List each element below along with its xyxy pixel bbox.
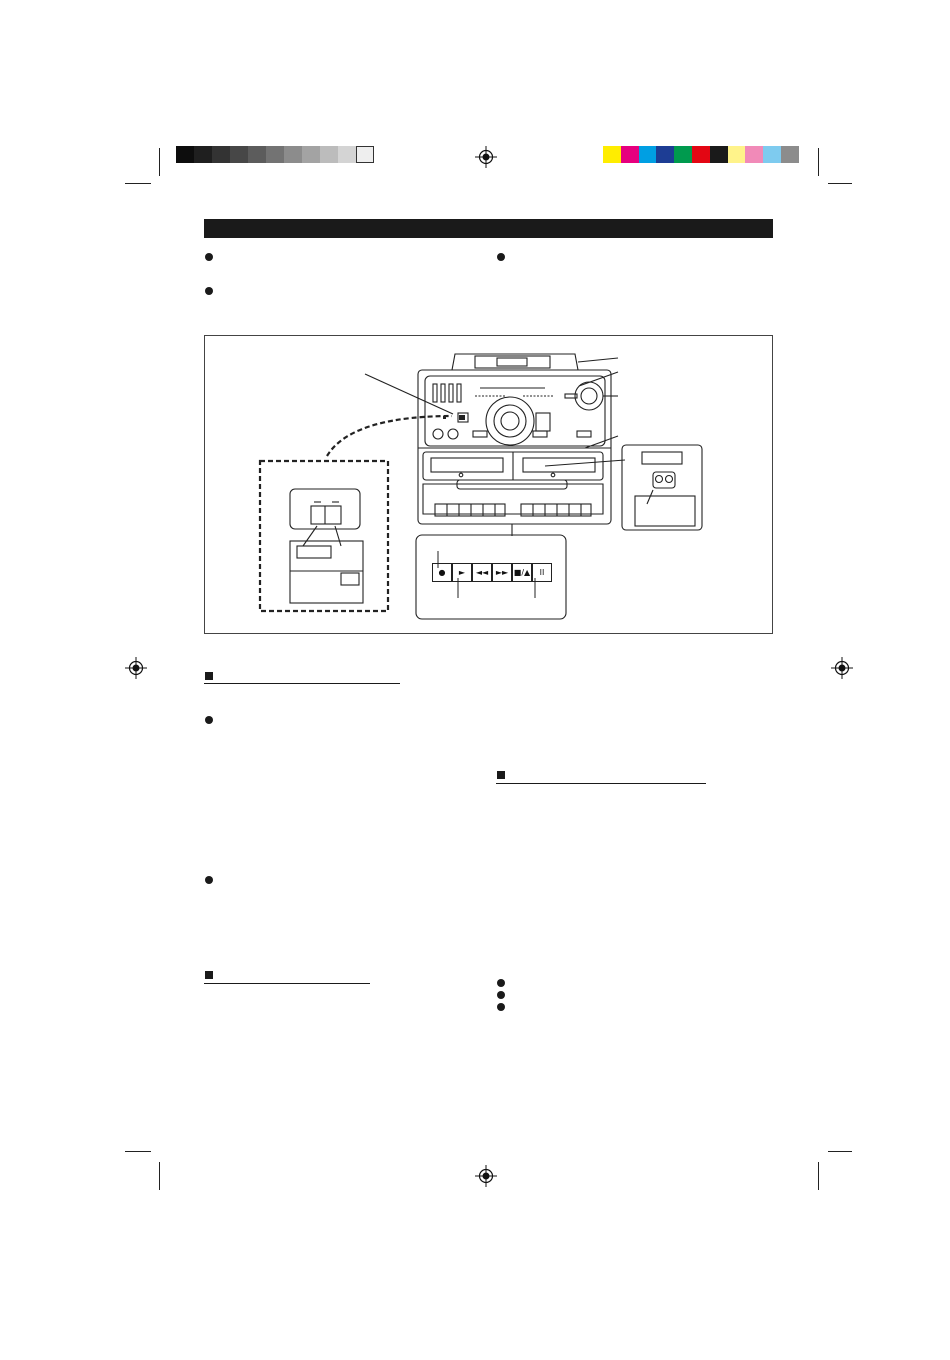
crop-mark xyxy=(125,1151,151,1152)
color-swatch xyxy=(728,146,746,163)
bullet-icon xyxy=(497,979,505,987)
crop-mark xyxy=(159,1162,160,1190)
gray-swatch xyxy=(338,146,356,163)
color-swatch xyxy=(656,146,674,163)
bullet-icon xyxy=(205,876,213,884)
gray-swatch xyxy=(302,146,320,163)
gray-swatch xyxy=(356,146,374,163)
gray-swatch xyxy=(176,146,194,163)
section-marker-icon xyxy=(497,771,505,779)
crop-mark xyxy=(818,148,819,176)
bullet-icon xyxy=(205,253,213,261)
fast-forward-button[interactable]: ►► xyxy=(492,563,512,582)
crop-mark xyxy=(818,1162,819,1190)
registration-mark-icon xyxy=(475,146,497,168)
stop-eject-button[interactable]: ■/▲ xyxy=(512,563,532,582)
registration-mark-icon xyxy=(475,1165,497,1187)
crop-mark xyxy=(125,183,151,184)
bullet-icon xyxy=(497,253,505,261)
section-underline xyxy=(204,683,400,684)
color-swatch xyxy=(692,146,710,163)
stereo-system-illustration xyxy=(205,336,772,633)
bullet-icon xyxy=(497,1003,505,1011)
color-swatch xyxy=(603,146,621,163)
section-marker-icon xyxy=(205,971,213,979)
crop-mark xyxy=(159,148,160,176)
color-swatch xyxy=(674,146,692,163)
section-underline xyxy=(204,983,370,984)
figure-frame xyxy=(204,335,773,634)
crop-mark xyxy=(828,1151,852,1152)
registration-mark-icon xyxy=(125,657,147,679)
color-swatch xyxy=(763,146,781,163)
section-underline xyxy=(496,783,706,784)
pause-button[interactable]: II xyxy=(532,563,552,582)
color-swatch xyxy=(710,146,728,163)
color-swatch xyxy=(621,146,639,163)
crop-mark xyxy=(828,183,852,184)
gray-swatch xyxy=(194,146,212,163)
color-swatch xyxy=(781,146,799,163)
gray-swatch xyxy=(230,146,248,163)
gray-swatch xyxy=(284,146,302,163)
bullet-icon xyxy=(497,991,505,999)
bullet-icon xyxy=(205,287,213,295)
section-header-bar xyxy=(204,219,773,238)
record-button[interactable]: ● xyxy=(432,563,452,582)
registration-mark-icon xyxy=(831,657,853,679)
gray-swatch xyxy=(320,146,338,163)
color-swatch xyxy=(745,146,763,163)
gray-swatch xyxy=(266,146,284,163)
section-marker-icon xyxy=(205,672,213,680)
deck-control-strip xyxy=(432,563,552,582)
bullet-icon xyxy=(205,716,213,724)
color-swatch xyxy=(639,146,657,163)
gray-swatch xyxy=(248,146,266,163)
gray-swatch xyxy=(212,146,230,163)
play-button[interactable]: ► xyxy=(452,563,472,582)
rewind-button[interactable]: ◄◄ xyxy=(472,563,492,582)
